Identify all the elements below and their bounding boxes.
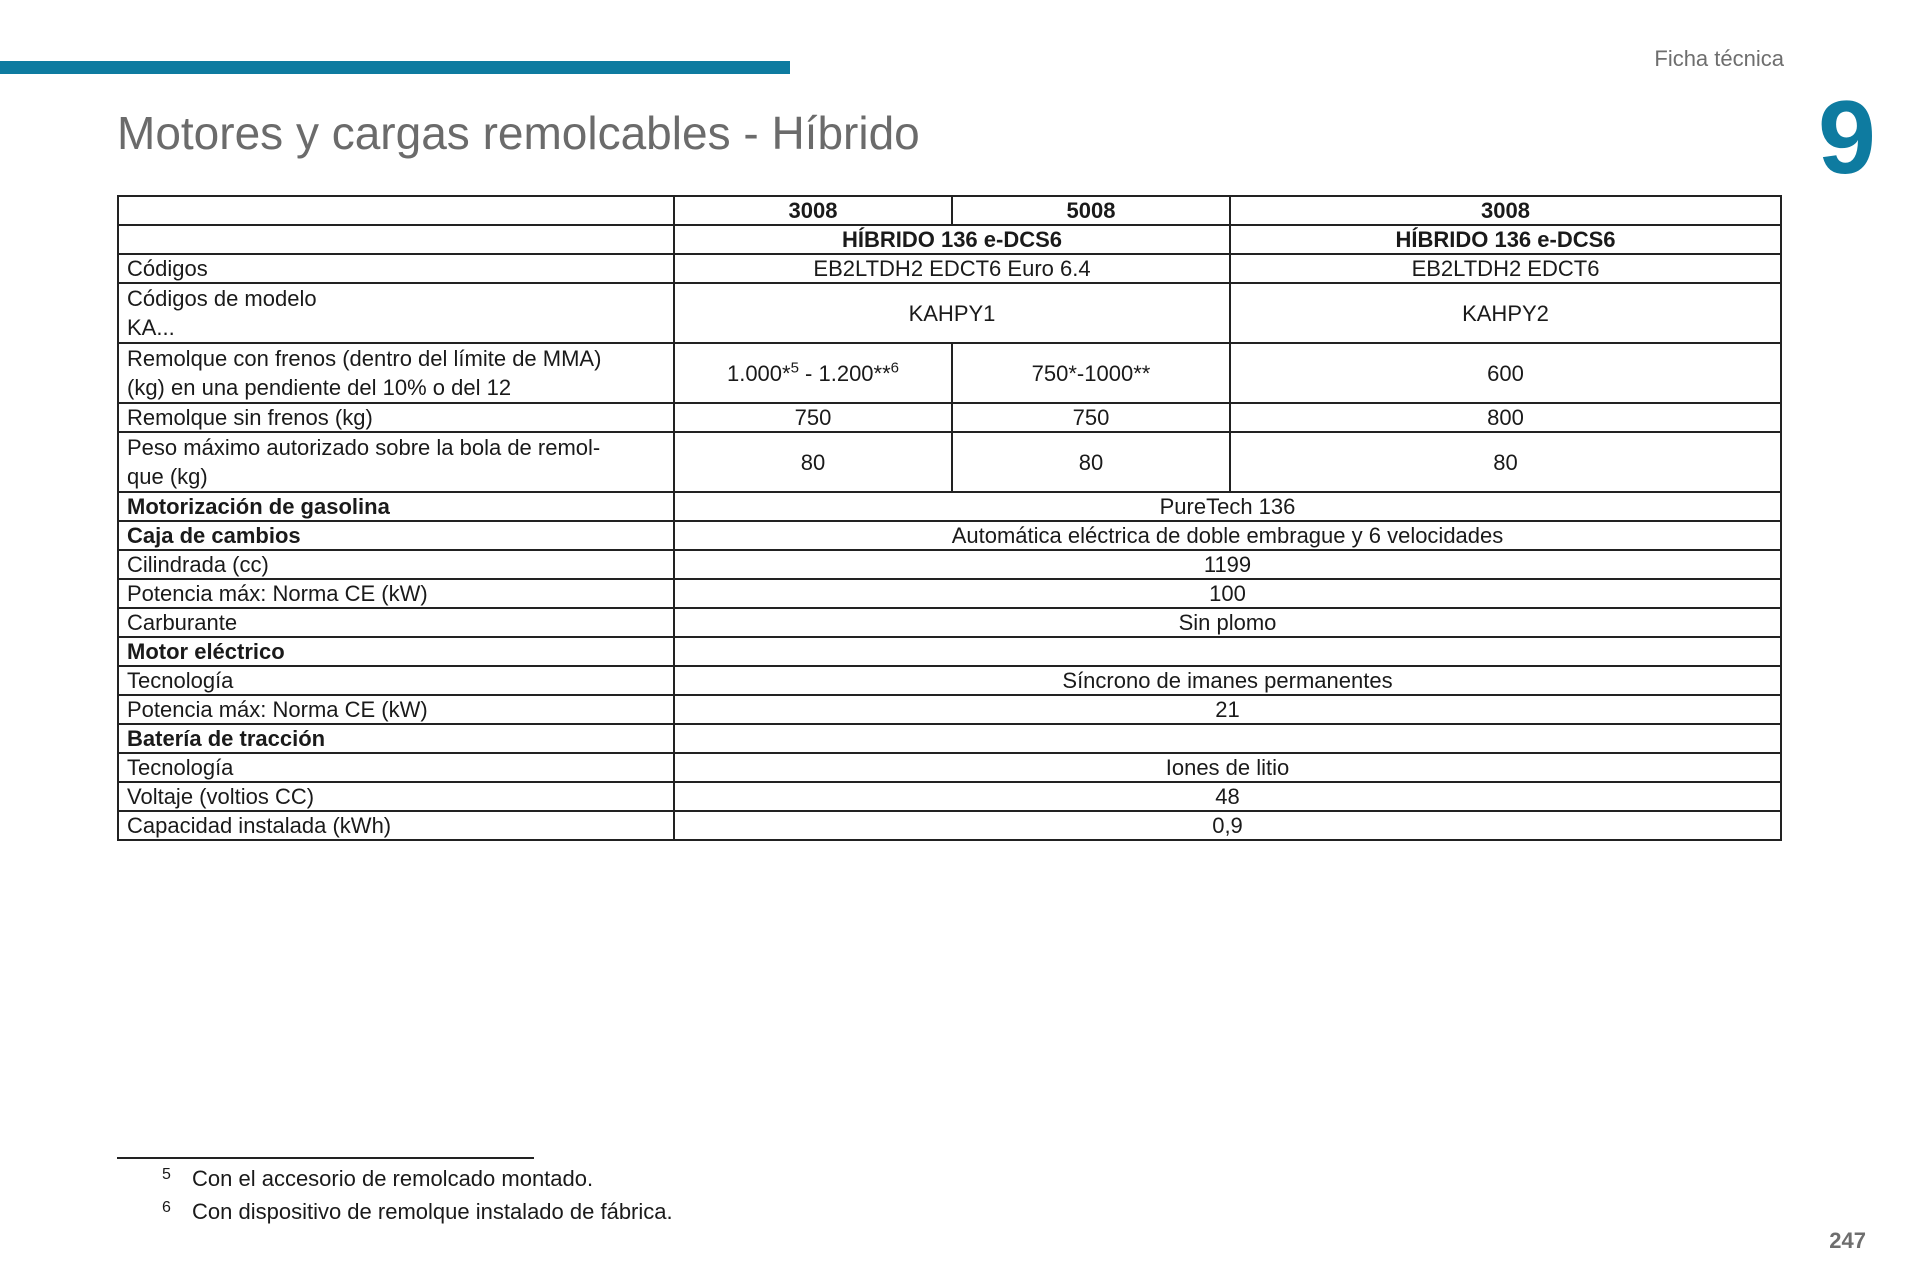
table-cell: Automática eléctrica de doble embrague y 6 velocidades	[674, 521, 1781, 550]
row-label: Carburante	[118, 608, 674, 637]
table-cell: KAHPY1	[674, 283, 1230, 343]
table-row	[118, 403, 1781, 432]
table-header-model: 3008	[1230, 196, 1781, 225]
table-cell: 100	[674, 579, 1781, 608]
footnotes	[160, 1164, 673, 1230]
table-row	[118, 637, 1781, 666]
table-cell: PureTech 136	[674, 492, 1781, 521]
table-row	[118, 225, 1781, 254]
footnote-number: 5	[162, 1166, 171, 1183]
table-cell-empty	[118, 225, 674, 254]
table-cell: 48	[674, 782, 1781, 811]
table-header-model: 5008	[952, 196, 1230, 225]
header-accent-bar	[0, 61, 790, 74]
row-label-line: Peso máximo autorizado sobre la bola de remol-	[127, 435, 601, 460]
row-label-section: Batería de tracción	[118, 724, 674, 753]
table-cell: 80	[674, 432, 952, 492]
table-cell	[674, 343, 952, 403]
table-cell: 0,9	[674, 811, 1781, 840]
table-row	[118, 343, 1781, 403]
row-label: Tecnología	[118, 753, 674, 782]
table-row	[118, 432, 1781, 492]
row-label	[118, 432, 674, 492]
table-row	[118, 579, 1781, 608]
specs-table	[117, 195, 1782, 841]
footnote	[160, 1164, 673, 1197]
table-header-version: HÍBRIDO 136 e-DCS6	[674, 225, 1230, 254]
row-label-section: Motor eléctrico	[118, 637, 674, 666]
table-row	[118, 196, 1781, 225]
table-row	[118, 521, 1781, 550]
table-cell: 1199	[674, 550, 1781, 579]
table-header-version: HÍBRIDO 136 e-DCS6	[1230, 225, 1781, 254]
row-label: Códigos	[118, 254, 674, 283]
table-row	[118, 608, 1781, 637]
value-part: - 1.200**	[798, 360, 891, 386]
table-row	[118, 550, 1781, 579]
chapter-number: 9	[1818, 80, 1876, 196]
row-label: Tecnología	[118, 666, 674, 695]
row-label-line: KA...	[127, 315, 175, 340]
table-cell: 80	[952, 432, 1230, 492]
value-part: 1.000*	[726, 360, 791, 386]
row-label-line: que (kg)	[127, 464, 208, 489]
footnote-ref: 5	[790, 359, 799, 377]
footnote-number: 6	[162, 1199, 171, 1216]
page-title: Motores y cargas remolcables - Híbrido	[117, 107, 920, 159]
table-cell: 750*-1000**	[952, 343, 1230, 403]
table-cell-empty	[674, 724, 1781, 753]
table-cell: 750	[952, 403, 1230, 432]
table-row	[118, 666, 1781, 695]
row-label-section: Caja de cambios	[118, 521, 674, 550]
row-label: Potencia máx: Norma CE (kW)	[118, 579, 674, 608]
row-label	[118, 343, 674, 403]
table-cell-empty	[674, 637, 1781, 666]
table-cell: 750	[674, 403, 952, 432]
footnote	[160, 1197, 673, 1230]
row-label: Potencia máx: Norma CE (kW)	[118, 695, 674, 724]
row-label: Capacidad instalada (kWh)	[118, 811, 674, 840]
table-cell: Síncrono de imanes permanentes	[674, 666, 1781, 695]
footnote-text: Con dispositivo de remolque instalado de fábrica.	[192, 1199, 673, 1224]
table-cell-empty	[118, 196, 674, 225]
table-cell: 600	[1230, 343, 1781, 403]
row-label: Remolque sin frenos (kg)	[118, 403, 674, 432]
page-number: 247	[1829, 1228, 1866, 1253]
row-label: Cilindrada (cc)	[118, 550, 674, 579]
table-row	[118, 492, 1781, 521]
table-row	[118, 782, 1781, 811]
table-row	[118, 283, 1781, 343]
table-cell: EB2LTDH2 EDCT6 Euro 6.4	[674, 254, 1230, 283]
table-cell: EB2LTDH2 EDCT6	[1230, 254, 1781, 283]
section-label: Ficha técnica	[1654, 46, 1784, 71]
row-label-line: Remolque con frenos (dentro del límite de MMA)	[127, 346, 602, 371]
table-row	[118, 753, 1781, 782]
table-cell: KAHPY2	[1230, 283, 1781, 343]
row-label-section: Motorización de gasolina	[118, 492, 674, 521]
row-label-line: Códigos de modelo	[127, 286, 317, 311]
footnote-text: Con el accesorio de remolcado montado.	[192, 1166, 594, 1191]
table-row	[118, 695, 1781, 724]
table-row	[118, 254, 1781, 283]
table-cell: Iones de litio	[674, 753, 1781, 782]
table-row	[118, 724, 1781, 753]
table-cell: 800	[1230, 403, 1781, 432]
table-row	[118, 811, 1781, 840]
row-label-line: (kg) en una pendiente del 10% o del 12	[127, 375, 512, 400]
table-header-model: 3008	[674, 196, 952, 225]
footnote-divider	[117, 1157, 534, 1159]
table-cell: 80	[1230, 432, 1781, 492]
table-cell: Sin plomo	[674, 608, 1781, 637]
table-cell: 21	[674, 695, 1781, 724]
footnote-ref: 6	[890, 359, 900, 377]
row-label	[118, 283, 674, 343]
row-label: Voltaje (voltios CC)	[118, 782, 674, 811]
